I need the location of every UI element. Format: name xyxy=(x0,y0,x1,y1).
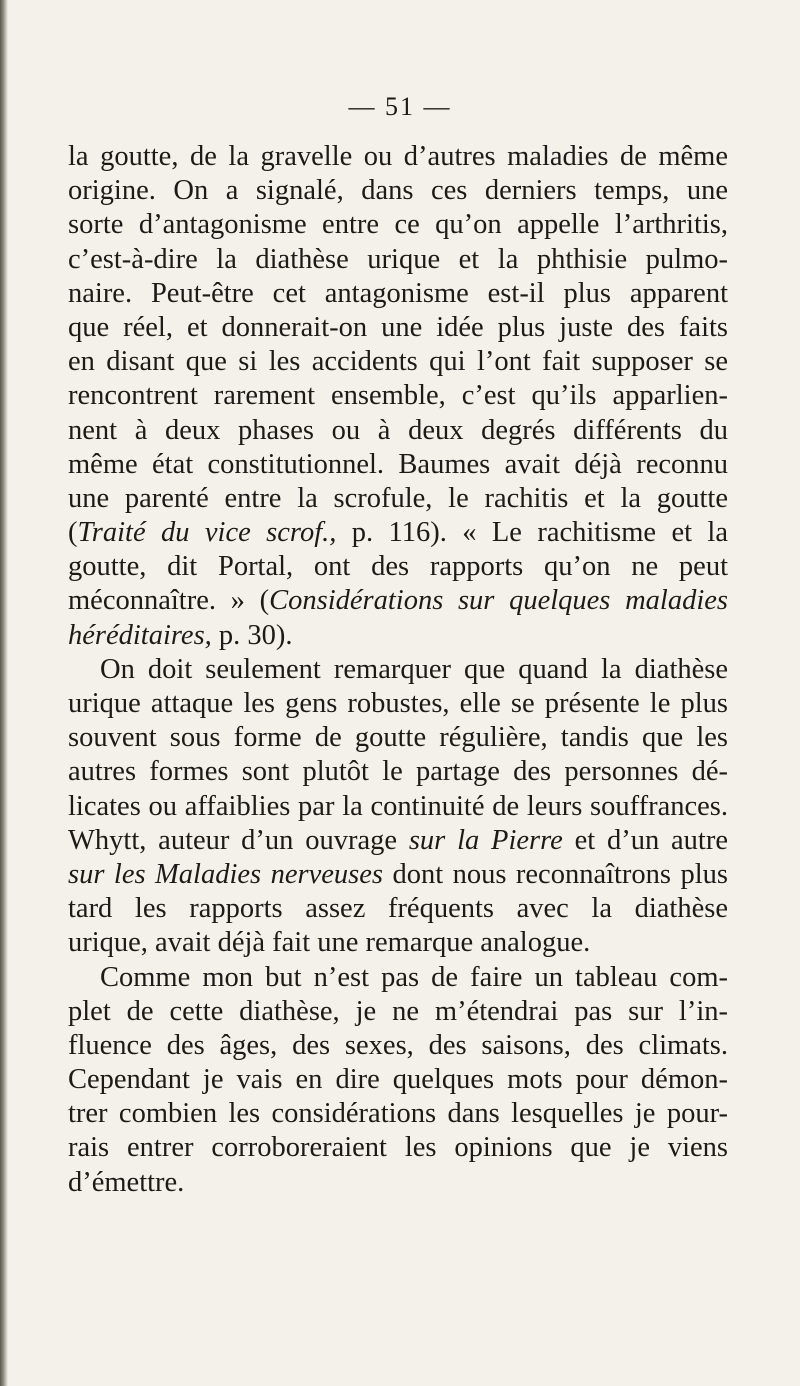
text-line xyxy=(68,1063,728,1097)
text-run: p. 30). xyxy=(211,619,293,651)
text-run: fluence des âges, des sexes, des saisons, des climats. xyxy=(68,1029,728,1061)
text-run: tard les rapports assez fréquents avec la diathèse xyxy=(68,893,728,925)
text-run: la goutte, de la gravelle ou d’autres maladies de même xyxy=(68,141,728,172)
text-line xyxy=(68,243,728,277)
text-line xyxy=(68,1029,728,1063)
text-run: nent à deux phases ou à deux degrés différents du xyxy=(68,414,728,446)
text-run: souvent sous forme de goutte régulière, tandis que les xyxy=(68,722,728,754)
text-line xyxy=(68,174,728,208)
text-run: dont nous reconnaîtrons plus xyxy=(382,858,728,890)
text-line xyxy=(68,584,728,618)
page-number: — 51 — xyxy=(348,92,452,121)
text-line xyxy=(68,721,728,755)
text-run: naire. Peut-être cet antagonisme est-il plus apparent xyxy=(68,277,728,309)
text-line xyxy=(68,926,728,960)
text-run: origine. On a signalé, dans ces derniers temps, une xyxy=(68,175,728,207)
text-run: rais entrer corroboreraient les opinions que je viens xyxy=(68,1132,728,1164)
text-line xyxy=(68,516,728,550)
text-line xyxy=(68,687,728,721)
text-line xyxy=(68,1097,728,1131)
text-run: goutte, dit Portal, ont des rapports qu’on ne peut xyxy=(68,551,728,583)
text-line xyxy=(68,619,728,653)
text-run: que réel, et donnerait-on une idée plus juste des faits xyxy=(68,311,728,343)
text-line xyxy=(68,653,728,687)
text-run: méconnaître. » ( xyxy=(68,585,270,617)
text-run: Comme mon but n’est pas de faire un tableau com- xyxy=(100,961,728,993)
text-line xyxy=(68,961,728,995)
text-line xyxy=(68,482,728,516)
text-run: autres formes sont plutôt le partage des personnes dé- xyxy=(68,756,728,788)
text-line xyxy=(68,448,728,482)
text-line xyxy=(68,1131,728,1165)
text-run: urique attaque les gens robustes, elle se présente le plus xyxy=(68,688,728,719)
text-line xyxy=(68,755,728,789)
text-run: Whytt, auteur d’un ouvrage xyxy=(68,824,409,856)
text-line xyxy=(68,1166,728,1200)
italic-title: héréditaires, xyxy=(68,619,212,651)
text-line xyxy=(68,140,728,174)
text-line xyxy=(68,892,728,926)
text-run: rencontrent rarement ensemble, c’est qu’ils apparlien- xyxy=(68,380,728,412)
text-run: même état constitutionnel. Baumes avait déjà reconnu xyxy=(68,448,728,480)
italic-title: sur la Pierre xyxy=(408,824,563,856)
text-line xyxy=(68,345,728,379)
text-line xyxy=(68,550,728,584)
text-run: On doit seulement remarquer que quand la diathèse xyxy=(100,653,728,685)
body-text xyxy=(68,140,728,1200)
text-run: une parenté entre la scrofule, le rachitis et la goutte xyxy=(68,482,728,514)
text-run: licates ou affaiblies par la continuité de leurs souffrances. xyxy=(68,790,728,822)
text-line xyxy=(68,858,728,892)
text-line xyxy=(68,790,728,824)
text-line xyxy=(68,379,728,413)
text-run: plet de cette diathèse, je ne m’étendrai pas sur l’in- xyxy=(68,995,728,1027)
italic-title: Traité du vice scrof., xyxy=(77,517,337,549)
text-run: ( xyxy=(68,517,78,549)
text-line xyxy=(68,208,728,242)
text-run: c’est-à-dire la diathèse urique et la phthisie pulmo- xyxy=(68,243,728,275)
text-run: Cependant je vais en dire quelques mots pour démon- xyxy=(68,1064,728,1096)
page-binding-shadow xyxy=(0,0,8,1386)
text-line xyxy=(68,311,728,345)
text-line xyxy=(68,277,728,311)
text-run: p. 116). « Le rachitisme et la xyxy=(336,517,728,549)
text-line xyxy=(68,824,728,858)
text-run: en disant que si les accidents qui l’ont fait supposer se xyxy=(68,346,728,378)
italic-title: sur les Maladies nerveuses xyxy=(68,858,383,890)
text-line xyxy=(68,414,728,448)
text-line xyxy=(68,995,728,1029)
text-run: d’émettre. xyxy=(68,1166,185,1198)
text-run: et d’un autre xyxy=(562,824,728,856)
italic-title: Considérations sur quelques maladies xyxy=(269,585,728,617)
text-run: trer combien les considérations dans lesquelles je pour- xyxy=(68,1098,728,1130)
text-run: urique, avait déjà fait une remarque analogue. xyxy=(68,927,591,959)
text-run: sorte d’antagonisme entre ce qu’on appelle l’arthritis, xyxy=(68,209,728,241)
